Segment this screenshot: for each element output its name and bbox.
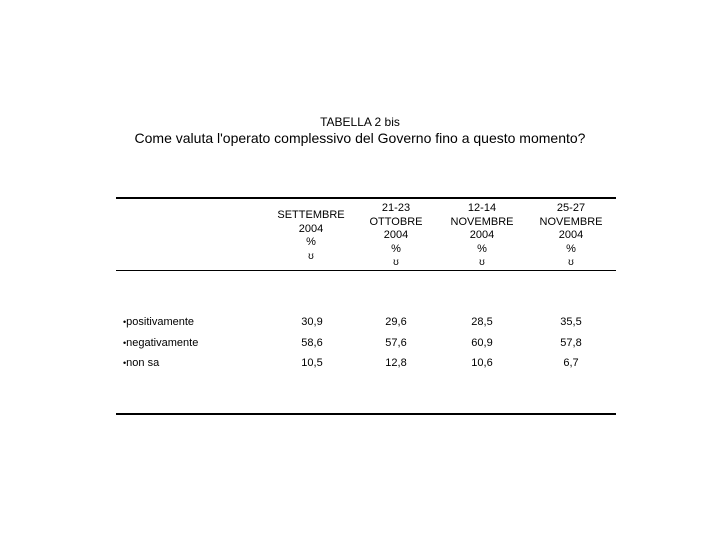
- table-cell: 10,6: [471, 357, 493, 369]
- table-cell: 12,8: [385, 357, 407, 369]
- column-header-mark: ʊ: [308, 250, 314, 262]
- row-label-text: negativamente: [126, 337, 199, 349]
- column-header-year: 2004: [558, 229, 584, 241]
- column-header-period: SETTEMBRE: [277, 209, 345, 221]
- bullet-icon: •: [123, 358, 127, 368]
- column-header-settembre: [266, 209, 356, 263]
- column-header-mark: ʊ: [393, 257, 399, 268]
- column-header-period: OTTOBRE: [369, 215, 423, 228]
- column-header-dates: 25-27: [556, 202, 586, 214]
- column-header-unit: %: [477, 242, 487, 255]
- table-cell: 29,6: [385, 316, 407, 328]
- column-header-unit: %: [391, 242, 401, 255]
- row-label-text: non sa: [126, 357, 160, 369]
- column-header-year: 2004: [383, 229, 409, 241]
- column-header-ottobre: [351, 202, 441, 270]
- table-cell: 35,5: [560, 316, 582, 328]
- column-header-novembre-12-14: [437, 202, 527, 270]
- table-header-rule: [116, 270, 616, 271]
- table-cell: 60,9: [471, 337, 493, 349]
- column-header-unit: %: [566, 242, 576, 255]
- bullet-icon: •: [123, 338, 127, 348]
- column-header-year: 2004: [298, 222, 324, 235]
- row-label: [123, 337, 198, 349]
- table-cell: 58,6: [301, 337, 323, 349]
- column-header-period: NOVEMBRE: [539, 215, 603, 228]
- column-header-novembre-25-27: [526, 202, 616, 270]
- bullet-icon: •: [123, 317, 127, 327]
- column-header-dates: 21-23: [381, 202, 411, 214]
- table-subtitle: TABELLA 2 bis: [320, 115, 400, 129]
- table-title: Come valuta l'operato complessivo del Governo fino a questo momento?: [134, 130, 586, 146]
- table-bottom-rule: [116, 413, 616, 415]
- column-header-period: NOVEMBRE: [450, 215, 514, 228]
- table-cell: 30,9: [301, 316, 323, 328]
- column-header-dates: 12-14: [467, 202, 497, 214]
- column-header-unit: %: [306, 236, 316, 248]
- table-cell: 28,5: [471, 316, 493, 328]
- table-cell: 10,5: [301, 357, 323, 369]
- column-header-mark: ʊ: [479, 257, 485, 268]
- row-label: [123, 357, 159, 369]
- column-header-year: 2004: [469, 229, 495, 241]
- table-top-rule: [116, 197, 616, 199]
- table-cell: 57,6: [385, 337, 407, 349]
- row-label-text: positivamente: [126, 316, 195, 328]
- table-cell: 57,8: [560, 337, 582, 349]
- table-cell: 6,7: [563, 357, 579, 369]
- column-header-mark: ʊ: [568, 257, 574, 268]
- row-label: [123, 316, 194, 328]
